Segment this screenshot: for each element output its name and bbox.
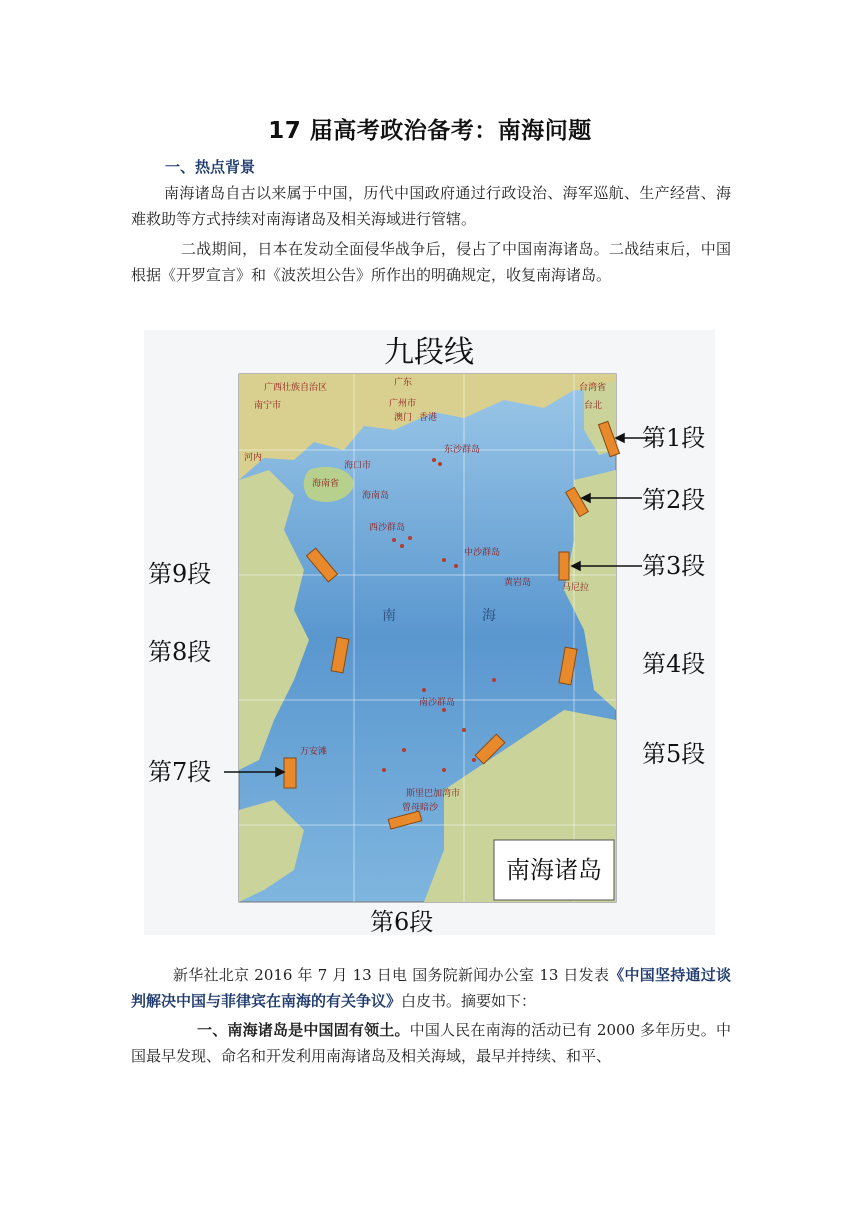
point-one-text: 中国人民在南海的活动已有 2000 多年历史。中国最早发现、命名和开发利用南海诸岛及相关海域，最早并持续、和平、 xyxy=(131,1021,731,1065)
label-dongsha: 东沙群岛 xyxy=(444,445,481,455)
label-sea-nan: 南 xyxy=(382,608,396,624)
label-zengmu: 曾母暗沙 xyxy=(402,803,439,813)
label-nansha: 南沙群岛 xyxy=(419,698,456,708)
label-taiwan: 台湾省 xyxy=(579,383,607,393)
segment-label-9: 第9段 xyxy=(148,560,212,588)
segment-label-6: 第6段 xyxy=(370,908,434,935)
whitepaper-outro: 白皮书。摘要如下： xyxy=(401,992,537,1010)
label-sililbaga: 斯里巴加湾市 xyxy=(406,789,461,799)
segment-label-1: 第1段 xyxy=(642,424,706,452)
segment-label-8: 第8段 xyxy=(148,638,212,666)
label-hainandao: 海南岛 xyxy=(362,491,390,501)
label-nanning: 南宁市 xyxy=(254,401,282,411)
dash-7 xyxy=(284,758,296,788)
section-heading: 一、热点背景 xyxy=(165,158,256,176)
label-sea-hai: 海 xyxy=(482,608,496,624)
label-zhongsha: 中沙群岛 xyxy=(464,548,501,558)
paragraph-background-2: 二战期间，日本在发动全面侵华战争后，侵占了中国南海诸岛。二战结束后，中国根据《开罗宣言》和《波茨坦公告》所作出的明确规定，收复南海诸岛。 xyxy=(131,240,731,284)
segment-label-4: 第4段 xyxy=(642,650,706,678)
label-macau: 澳门 xyxy=(394,413,413,423)
paragraph-point-one xyxy=(131,1017,731,1069)
label-taibei: 台北 xyxy=(584,401,603,411)
paragraph-whitepaper xyxy=(131,962,731,1014)
paragraph-background-1: 南海诸岛自古以来属于中国，历代中国政府通过行政设治、海军巡航、生产经营、海难救助等方式持续对南海诸岛及相关海域进行管辖。 xyxy=(131,184,731,228)
label-haikou: 海口市 xyxy=(344,461,372,471)
label-wanan: 万安滩 xyxy=(300,747,328,757)
map-title: 九段线 xyxy=(384,335,474,370)
nine-dash-line-map xyxy=(144,330,715,935)
inset-label: 南海诸岛 xyxy=(506,856,602,884)
dash-3 xyxy=(559,552,569,580)
whitepaper-intro: 新华社北京 2016 年 7 月 13 日电 国务院新闻办公室 13 日发表 xyxy=(173,966,610,984)
segment-label-7: 第7段 xyxy=(148,758,212,786)
point-one-heading: 一、南海诸岛是中国固有领土。 xyxy=(197,1021,410,1039)
label-huangyan: 黄岩岛 xyxy=(504,578,532,588)
segment-label-5: 第5段 xyxy=(642,740,706,768)
label-guangxi: 广西壮族自治区 xyxy=(264,383,328,393)
page-title: 17 届高考政治备考：南海问题 xyxy=(268,118,592,144)
label-hanoi: 河内 xyxy=(244,453,263,463)
label-hongkong: 香港 xyxy=(419,413,438,423)
whitepaper-title: 《中国坚持通过谈判解决中国与菲律宾在南海的有关争议》 xyxy=(131,966,731,1010)
label-guangdong: 广东 xyxy=(394,378,413,388)
segment-label-3: 第3段 xyxy=(642,552,706,580)
segment-label-2: 第2段 xyxy=(642,486,706,514)
label-guangzhou: 广州市 xyxy=(389,399,417,409)
label-manila: 马尼拉 xyxy=(562,583,590,593)
label-xisha: 西沙群岛 xyxy=(369,523,406,533)
label-hainan: 海南省 xyxy=(312,479,340,489)
